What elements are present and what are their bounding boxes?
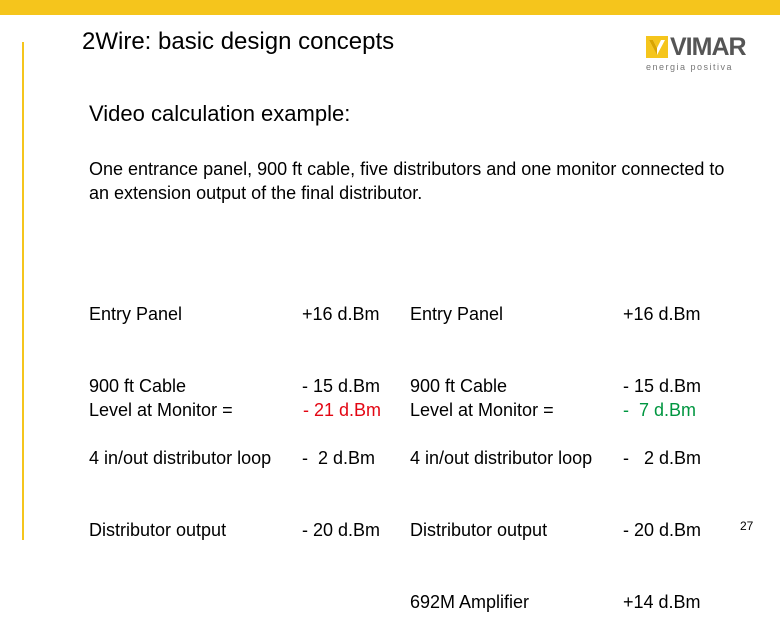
- right-row-value: - 15 d.Bm: [623, 376, 702, 396]
- right-row-label: Distributor output: [410, 520, 548, 540]
- left-row-value: - 15 d.Bm: [302, 376, 381, 396]
- right-result-label: Level at Monitor =: [410, 400, 554, 420]
- right-labels: [410, 254, 592, 638]
- right-row-label: 900 ft Cable: [410, 376, 508, 396]
- right-result-value: - 7 d.Bm: [623, 400, 697, 420]
- left-row-label: Distributor output: [89, 520, 227, 540]
- left-row-value: - 2 d.Bm: [302, 448, 376, 468]
- right-row-value: +16 d.Bm: [623, 304, 701, 324]
- right-values: [623, 254, 701, 638]
- right-row-label: 4 in/out distributor loop: [410, 448, 593, 468]
- left-result-label: Level at Monitor =: [89, 400, 233, 420]
- vimar-logo: [646, 33, 756, 73]
- vimar-logo-icon: [646, 36, 668, 58]
- left-row-label: 4 in/out distributor loop: [89, 448, 272, 468]
- right-row-label: 692M Amplifier: [410, 592, 530, 612]
- left-row-label: 900 ft Cable: [89, 376, 187, 396]
- page-number: 27: [740, 519, 754, 533]
- left-row-value: - 20 d.Bm: [302, 520, 381, 540]
- page-title: 2Wire: basic design concepts: [82, 28, 395, 55]
- left-row-value: +16 d.Bm: [302, 304, 380, 324]
- right-row-label: Entry Panel: [410, 304, 504, 324]
- section-subtitle: Video calculation example:: [89, 101, 351, 126]
- right-row-value: - 20 d.Bm: [623, 520, 702, 540]
- left-result-value: - 21 d.Bm: [303, 400, 382, 420]
- intro-paragraph: One entrance panel, 900 ft cable, five distributors and one monitor connected to an extension output of the final distributor.: [89, 159, 725, 203]
- logo-wordmark: VIMAR: [670, 33, 746, 61]
- right-row-value: +14 d.Bm: [623, 592, 701, 612]
- right-row-value: - 2 d.Bm: [623, 448, 702, 468]
- left-accent-line: [22, 42, 24, 540]
- left-row-label: Entry Panel: [89, 304, 183, 324]
- top-accent-bar: [0, 0, 780, 15]
- logo-tagline: energia positiva: [646, 62, 734, 72]
